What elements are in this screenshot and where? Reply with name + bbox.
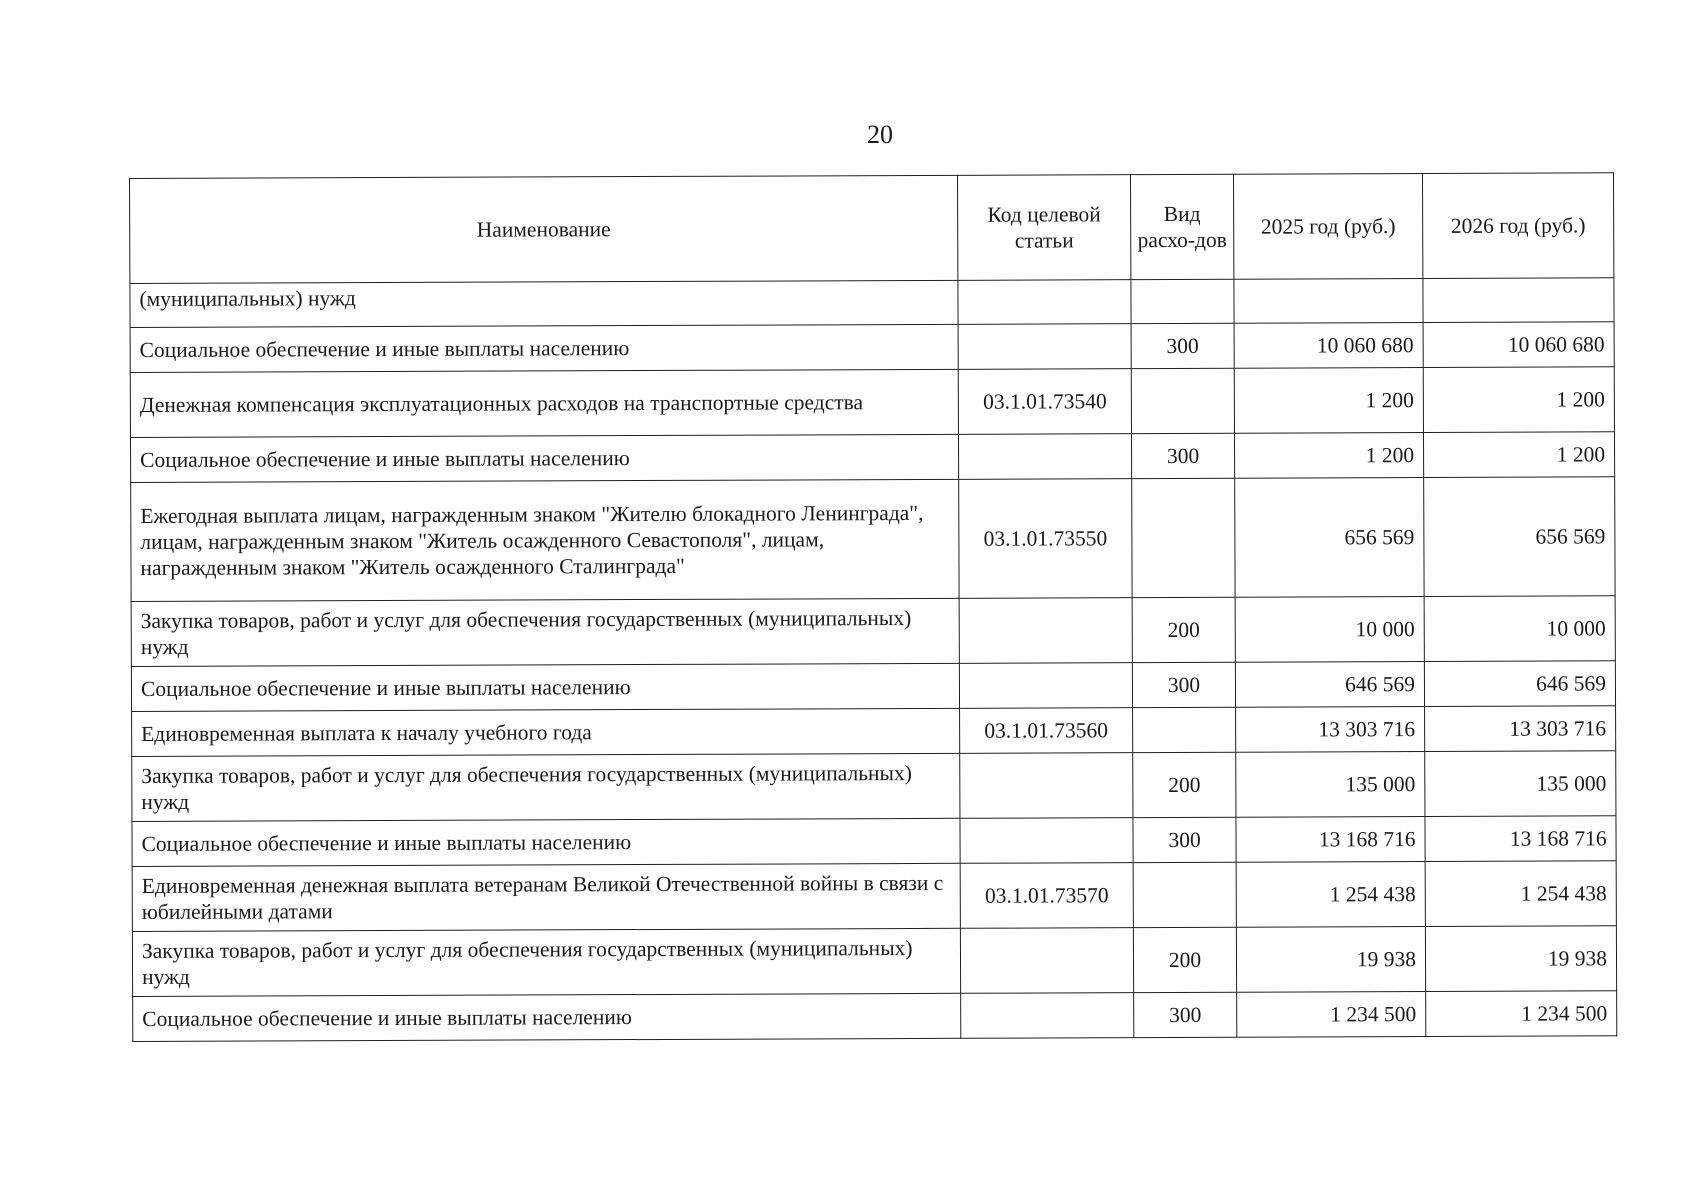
row-2025: 1 234 500 xyxy=(1237,992,1426,1038)
row-code: 03.1.01.73540 xyxy=(958,369,1131,435)
row-name: Денежная компенсация эксплуатационных расходов на транспортные средства xyxy=(130,369,958,437)
header-name: Наименование xyxy=(130,175,958,283)
row-kind xyxy=(1131,368,1234,433)
row-2026 xyxy=(1423,278,1614,323)
row-2025: 10 000 xyxy=(1235,597,1424,663)
table-header-row xyxy=(130,173,1614,284)
row-name: Единовременная выплата к началу учебного года xyxy=(132,708,960,756)
table-row xyxy=(131,596,1615,667)
table-row xyxy=(130,322,1614,373)
row-2025: 10 060 680 xyxy=(1234,323,1423,369)
table-row xyxy=(131,661,1615,712)
row-code xyxy=(960,928,1133,994)
row-kind: 300 xyxy=(1131,323,1234,368)
table-row xyxy=(132,751,1616,822)
row-name: (муниципальных) нужд xyxy=(130,280,958,327)
header-2025: 2025 год (руб.) xyxy=(1233,174,1422,280)
row-name: Закупка товаров, работ и услуг для обеспечения государственных (муниципальных) нужд xyxy=(132,928,960,996)
row-2026: 1 234 500 xyxy=(1426,991,1617,1037)
row-name: Социальное обеспечение и иные выплаты населению xyxy=(130,434,958,482)
row-name: Закупка товаров, работ и услуг для обеспечения государственных (муниципальных) нужд xyxy=(132,753,960,821)
row-2025: 1 200 xyxy=(1234,368,1423,434)
row-2025: 135 000 xyxy=(1236,752,1425,818)
header-2026: 2026 год (руб.) xyxy=(1422,173,1613,279)
row-2026: 19 938 xyxy=(1425,926,1616,992)
row-2025: 13 303 716 xyxy=(1236,707,1425,753)
row-code xyxy=(958,434,1131,480)
row-2026: 1 254 438 xyxy=(1425,861,1616,927)
row-2026: 646 569 xyxy=(1424,661,1615,707)
row-2026: 10 060 680 xyxy=(1423,322,1614,368)
table-row xyxy=(130,432,1614,483)
row-kind: 300 xyxy=(1134,992,1237,1037)
row-name: Социальное обеспечение и иные выплаты населению xyxy=(131,663,959,711)
row-name: Ежегодная выплата лицам, награжденным знаком "Жителю блокадного Ленинграда", лицам, награжденным знаком "Житель осажденного Севастополя", лицам, награжденным знаком "Житель осажденного Сталинграда" xyxy=(131,479,959,601)
row-2026: 1 200 xyxy=(1423,367,1614,433)
header-code: Код целевой статьи xyxy=(957,175,1130,281)
row-code xyxy=(961,993,1134,1039)
row-code xyxy=(958,324,1131,370)
row-2025: 13 168 716 xyxy=(1236,817,1425,863)
row-code xyxy=(959,663,1132,709)
table-row xyxy=(132,926,1616,997)
row-name: Закупка товаров, работ и услуг для обеспечения государственных (муниципальных) нужд xyxy=(131,598,959,666)
row-kind: 300 xyxy=(1132,662,1235,707)
row-code: 03.1.01.73550 xyxy=(959,479,1132,599)
row-2026: 1 200 xyxy=(1423,432,1614,478)
row-kind: 200 xyxy=(1133,752,1236,817)
row-code xyxy=(960,818,1133,864)
row-2026: 10 000 xyxy=(1424,596,1615,662)
row-2025: 1 254 438 xyxy=(1236,862,1425,928)
row-code xyxy=(958,280,1131,325)
page-number: 20 xyxy=(867,120,893,149)
row-kind: 300 xyxy=(1131,433,1234,478)
table-row xyxy=(133,991,1617,1042)
row-2026: 656 569 xyxy=(1424,477,1615,597)
header-kind: Вид расхо-дов xyxy=(1130,174,1233,279)
table-row xyxy=(130,367,1614,438)
table-row xyxy=(132,861,1616,932)
row-kind: 200 xyxy=(1133,927,1236,992)
table-row xyxy=(130,278,1614,328)
row-2025: 656 569 xyxy=(1235,478,1424,598)
row-code: 03.1.01.73560 xyxy=(960,708,1133,754)
row-name: Социальное обеспечение и иные выплаты населению xyxy=(130,324,958,372)
row-code: 03.1.01.73570 xyxy=(960,863,1133,929)
row-code xyxy=(960,753,1133,819)
row-2026: 13 303 716 xyxy=(1425,706,1616,752)
row-2025: 19 938 xyxy=(1236,927,1425,993)
row-code xyxy=(959,598,1132,664)
table-row xyxy=(131,477,1615,602)
row-kind xyxy=(1131,279,1234,323)
row-2025: 646 569 xyxy=(1235,662,1424,708)
row-kind: 200 xyxy=(1132,597,1235,662)
budget-table xyxy=(129,172,1617,1042)
row-name: Социальное обеспечение и иные выплаты населению xyxy=(132,818,960,866)
row-2026: 13 168 716 xyxy=(1425,816,1616,862)
row-kind xyxy=(1132,478,1235,597)
row-2026: 135 000 xyxy=(1425,751,1616,817)
row-kind: 300 xyxy=(1133,817,1236,862)
row-kind xyxy=(1133,862,1236,927)
row-name: Единовременная денежная выплата ветеранам Великой Отечественной войны в связи с юбилейными датами xyxy=(132,863,960,931)
row-2025: 1 200 xyxy=(1234,433,1423,479)
row-kind xyxy=(1133,707,1236,752)
row-name: Социальное обеспечение и иные выплаты населению xyxy=(133,993,961,1041)
row-2025 xyxy=(1234,279,1423,324)
table-row xyxy=(132,706,1616,757)
table-row xyxy=(132,816,1616,867)
